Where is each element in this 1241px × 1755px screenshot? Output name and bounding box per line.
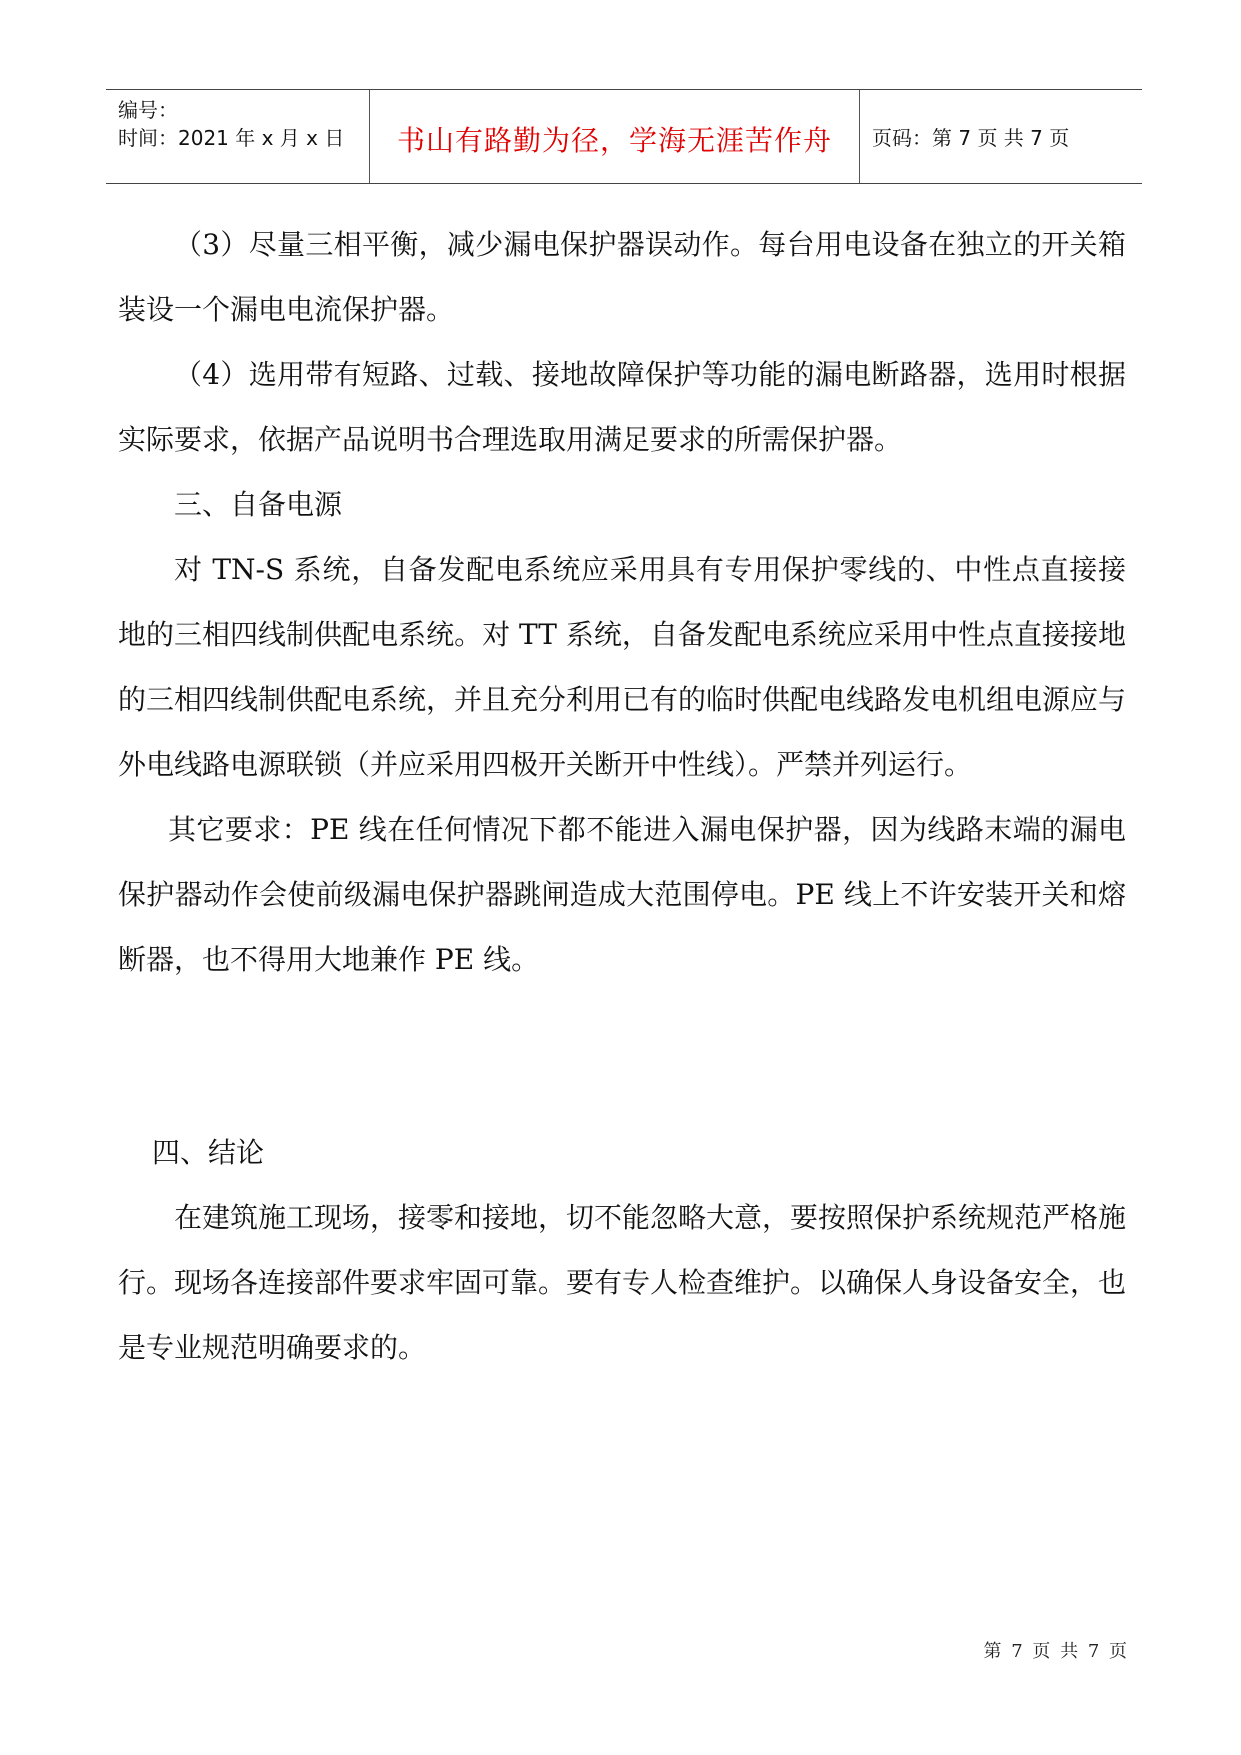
section-heading-backup-power: 三、自备电源 xyxy=(174,488,343,521)
header-left-cell xyxy=(106,90,370,183)
page-header xyxy=(106,89,1142,184)
header-page-label: 页码：第 7 页 共 7 页 xyxy=(872,126,1070,150)
document-body xyxy=(118,212,1126,1380)
document-number-label: 编号： xyxy=(118,98,178,122)
page-footer: 第 7 页 共 7 页 xyxy=(983,1641,1129,1662)
paragraph-conclusion: 在建筑施工现场，接零和接地，切不能忽略大意，要按照保护系统规范严格施行。现场各连接部件要求牢固可靠。要有专人检查维护。以确保人身设备安全，也是专业规范明确要求的。 xyxy=(118,1201,1127,1364)
paragraph-backup-power: 对 TN-S 系统，自备发配电系统应采用具有专用保护零线的、中性点直接接地的三相四线制供配电系统。对 TT 系统，自备发配电系统应采用中性点直接接地的三相四线制供配电系统，并且充分利用已有的临时供配电线路发电机组电源应与外电线路电源联锁（并应采用四极开关断开中性线）。严禁并列运行。 xyxy=(118,553,1127,781)
document-time-label: 时间：2021 年 x 月 x 日 xyxy=(118,126,345,150)
spacer xyxy=(118,992,1126,1120)
header-motto: 书山有路勤为径，学海无涯苦作舟 xyxy=(396,123,832,157)
paragraph-item-4: （4）选用带有短路、过载、接地故障保护等功能的漏电断路器，选用时根据实际要求，依据产品说明书合理选取用满足要求的所需保护器。 xyxy=(118,358,1126,456)
header-middle-cell xyxy=(370,90,860,183)
section-heading-conclusion: 四、结论 xyxy=(152,1136,265,1169)
paragraph-item-3: （3）尽量三相平衡，减少漏电保护器误动作。每台用电设备在独立的开关箱装设一个漏电电流保护器。 xyxy=(118,228,1126,326)
header-right-cell xyxy=(860,90,1142,183)
paragraph-other-requirements: 其它要求：PE 线在任何情况下都不能进入漏电保护器，因为线路末端的漏电保护器动作会使前级漏电保护器跳闸造成大范围停电。PE 线上不许安装开关和熔断器，也不得用大地兼作 PE 线。 xyxy=(118,813,1126,976)
